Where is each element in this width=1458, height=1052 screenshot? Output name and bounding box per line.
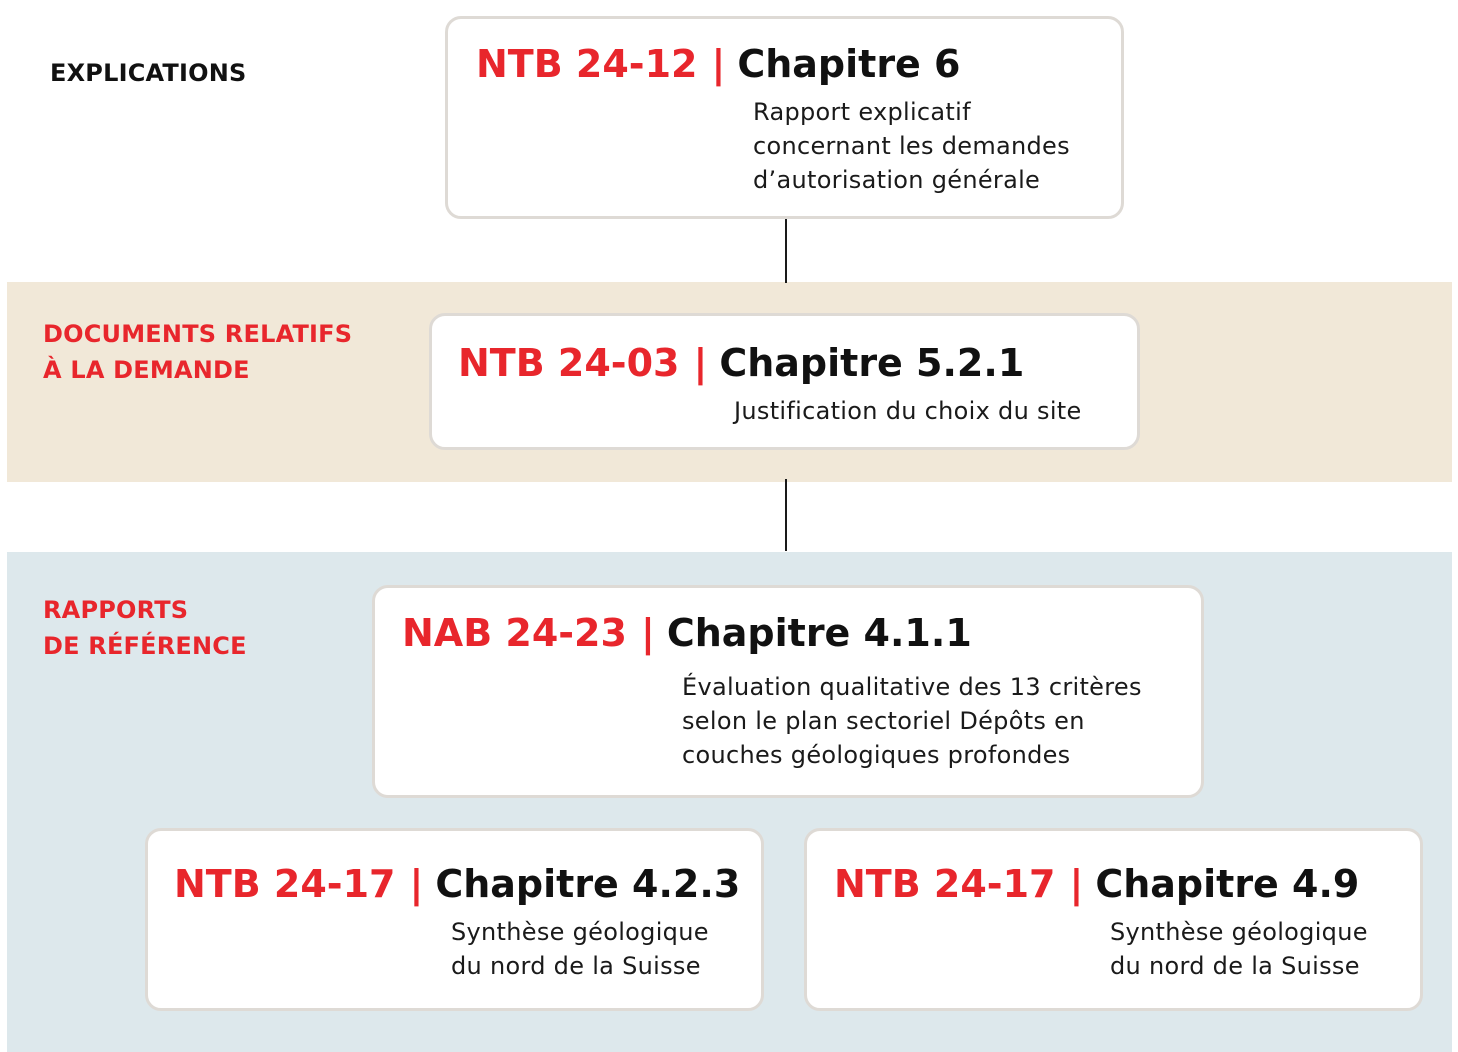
card-description: Synthèse géologique du nord de la Suisse [1110,918,1368,980]
card-description: Rapport explicatif concernant les demandes d’autorisation générale [753,98,1070,194]
report-code: NTB 24-17 [174,862,396,906]
card-heading [174,859,740,909]
report-code: NAB 24-23 [402,611,627,655]
chapter-label: Chapitre 4.2.3 [435,862,741,906]
chapter-label: Chapitre 4.9 [1095,862,1360,906]
section-label-rapports: RAPPORTS DE RÉFÉRENCE [43,596,247,660]
card-heading [834,859,1359,909]
card-heading [476,39,961,89]
card-ntb-24-12[interactable] [445,16,1124,219]
card-heading [458,338,1024,388]
section-label-explications: EXPLICATIONS [50,59,247,87]
chapter-label: Chapitre 5.2.1 [719,341,1025,385]
chapter-label: Chapitre 4.1.1 [666,611,972,655]
card-description: Justification du choix du site [734,397,1082,425]
separator: | [640,611,655,655]
separator: | [1069,862,1084,906]
card-ntb-24-17-4-9[interactable] [804,828,1423,1011]
connector-line-middle [785,479,787,551]
report-code: NTB 24-03 [458,341,680,385]
card-nab-24-23[interactable] [372,585,1204,798]
chapter-label: Chapitre 6 [737,42,961,86]
card-description: Évaluation qualitative des 13 critères selon le plan sectoriel Dépôts en couches géologiques profondes [682,673,1142,769]
card-heading [402,608,972,658]
separator: | [693,341,708,385]
card-ntb-24-03[interactable] [429,313,1140,450]
report-code: NTB 24-12 [476,42,698,86]
separator: | [409,862,424,906]
report-code: NTB 24-17 [834,862,1056,906]
card-description: Synthèse géologique du nord de la Suisse [451,918,709,980]
section-label-documents: DOCUMENTS RELATIFS À LA DEMANDE [43,320,353,384]
connector-line-top [785,218,787,283]
card-ntb-24-17-4-2-3[interactable] [145,828,764,1011]
separator: | [711,42,726,86]
